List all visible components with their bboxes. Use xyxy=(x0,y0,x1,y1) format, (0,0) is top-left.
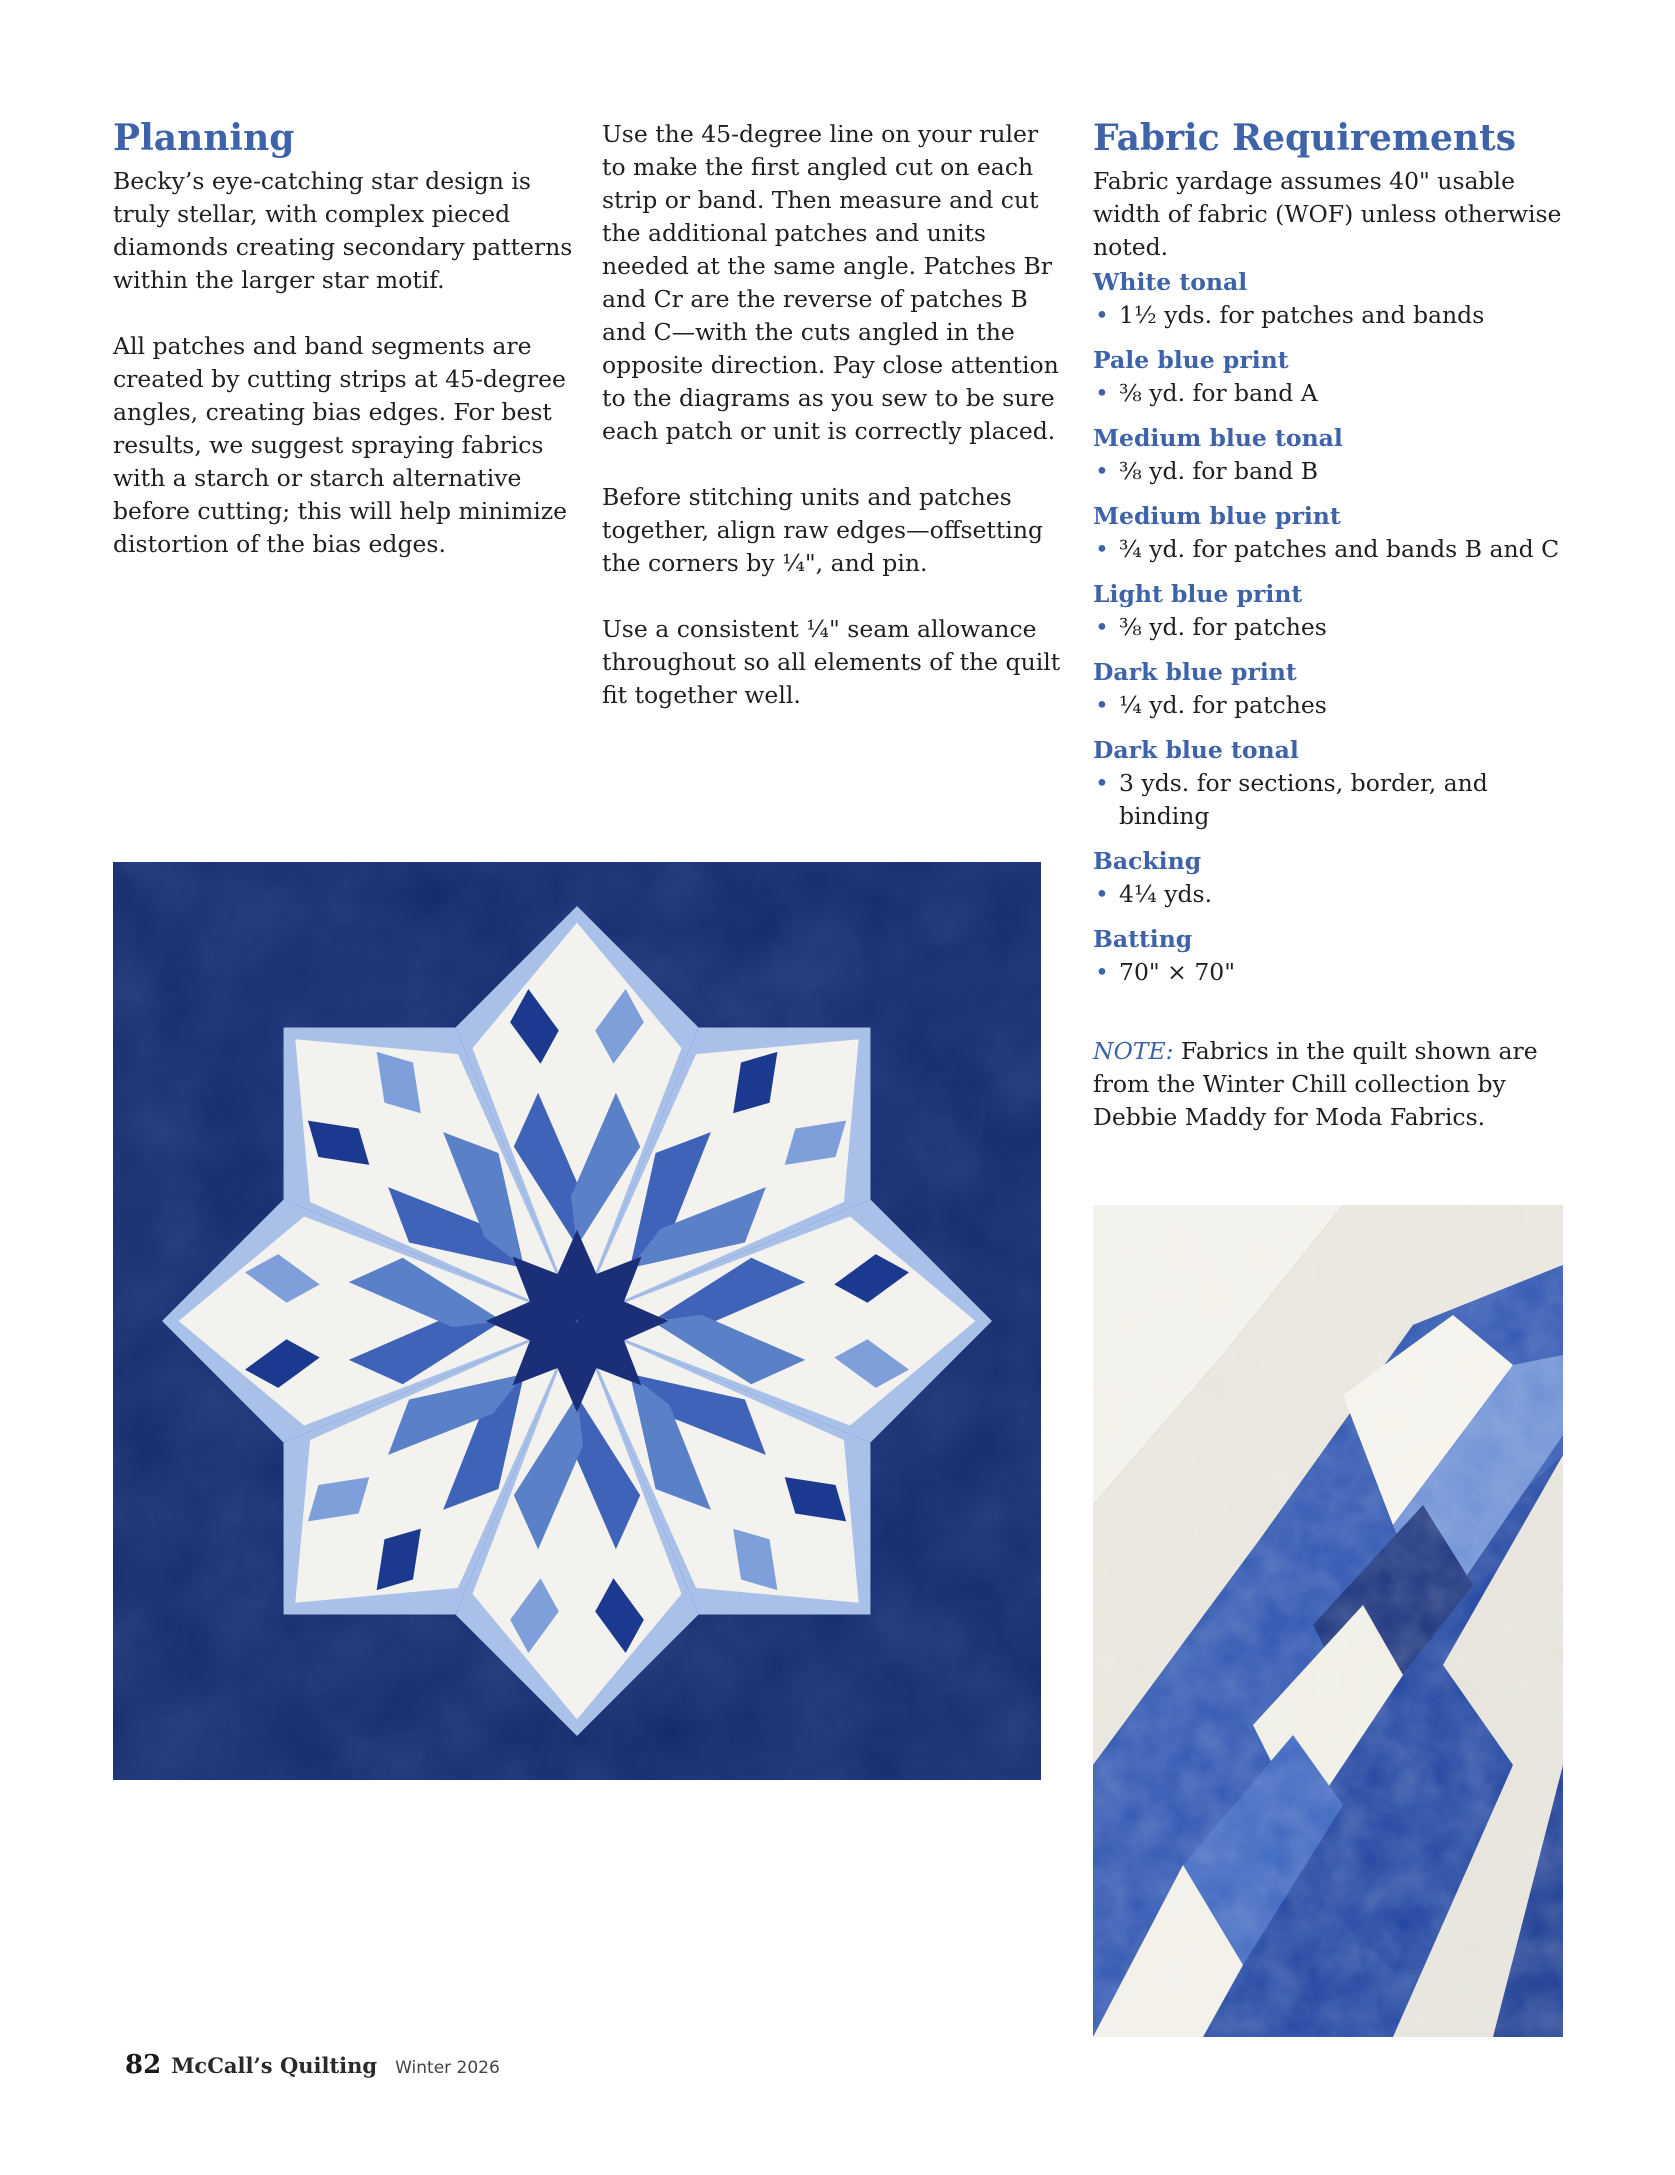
fabric-name: Batting xyxy=(1093,925,1193,954)
note-text: Fabrics in the quilt shown are from the Winter Chill collection by Debbie Maddy for Moda Fabrics. xyxy=(1093,1037,1538,1132)
fabric-requirements-section xyxy=(1093,118,1563,1134)
fabric-name: White tonal xyxy=(1093,268,1248,297)
fabric-detail: • 3 yds. for sections, border, and binding xyxy=(1093,767,1563,833)
fabric-name: Medium blue tonal xyxy=(1093,424,1343,453)
fabric-detail-list xyxy=(1093,533,1563,566)
instructions-paragraph-1: Use the 45-degree line on your ruler to make the first angled cut on each strip or band. Then measure and cut the additional patches and units needed at the same angle. Patches Br and Cr are the reverse of patches B and C—with the cuts angled in the opposite direction. Pay close attention to the diagrams as you sew to be sure each patch or unit is correctly placed. xyxy=(602,120,1059,445)
instructions-section xyxy=(602,118,1067,712)
planning-paragraph-1: Becky’s eye-catching star design is truly stellar, with complex pieced diamonds creating secondary patterns within the larger star motif. xyxy=(113,167,573,295)
fabric-detail: • 4¼ yds. xyxy=(1093,878,1563,911)
issue-label: Winter 2026 xyxy=(395,2058,500,2078)
fabric-detail: • ¾ yd. for patches and bands B and C xyxy=(1093,533,1563,566)
fabric-detail-list xyxy=(1093,299,1563,332)
fabric-note xyxy=(1093,1035,1563,1134)
fabric-name: Pale blue print xyxy=(1093,346,1289,375)
fabric-detail-list xyxy=(1093,455,1563,488)
quilt-star-illustration xyxy=(113,862,1041,1780)
quilt-detail-illustration xyxy=(1093,1205,1563,2037)
fabric-detail-list xyxy=(1093,689,1563,722)
fabric-detail-list xyxy=(1093,611,1563,644)
fabric-name: Medium blue print xyxy=(1093,502,1341,531)
page-number: 82 xyxy=(125,2050,162,2080)
fabric-detail-list xyxy=(1093,767,1563,833)
fabric-name: Light blue print xyxy=(1093,580,1303,609)
instructions-paragraph-3: Use a consistent ¼" seam allowance throughout so all elements of the quilt fit together well. xyxy=(602,615,1061,709)
fabric-detail-list xyxy=(1093,956,1563,989)
planning-section xyxy=(113,118,578,561)
fabric-detail: • ⅜ yd. for patches xyxy=(1093,611,1563,644)
planning-heading: Planning xyxy=(113,117,295,159)
fabric-detail-list xyxy=(1093,878,1563,911)
planning-paragraph-2: All patches and band segments are created by cutting strips at 45-degree angles, creating bias edges. For best results, we suggest spraying fabrics with a starch or starch alternative before cutting; this will help minimize distortion of the bias edges. xyxy=(113,332,568,559)
note-label: NOTE: xyxy=(1093,1037,1174,1066)
fabric-requirements-heading: Fabric Requirements xyxy=(1093,117,1516,159)
fabric-detail: • ⅜ yd. for band B xyxy=(1093,455,1563,488)
fabric-intro: Fabric yardage assumes 40" usable width of fabric (WOF) unless otherwise noted. xyxy=(1093,167,1562,262)
fabric-detail: • 1½ yds. for patches and bands xyxy=(1093,299,1563,332)
magazine-name: McCall’s Quilting xyxy=(171,2053,378,2078)
fabric-detail: • 70" × 70" xyxy=(1093,956,1563,989)
fabric-name: Dark blue tonal xyxy=(1093,736,1299,765)
fabric-detail: • ⅜ yd. for band A xyxy=(1093,377,1563,410)
page-footer xyxy=(125,2050,500,2080)
fabric-detail-list xyxy=(1093,377,1563,410)
instructions-paragraph-2: Before stitching units and patches together, align raw edges—offsetting the corners by ¼", and pin. xyxy=(602,483,1043,577)
fabric-name: Dark blue print xyxy=(1093,658,1297,687)
quilt-photo xyxy=(113,862,1041,1780)
fabric-name: Backing xyxy=(1093,847,1202,876)
fabric-detail: • ¼ yd. for patches xyxy=(1093,689,1563,722)
quilt-detail-photo xyxy=(1093,1205,1563,2037)
